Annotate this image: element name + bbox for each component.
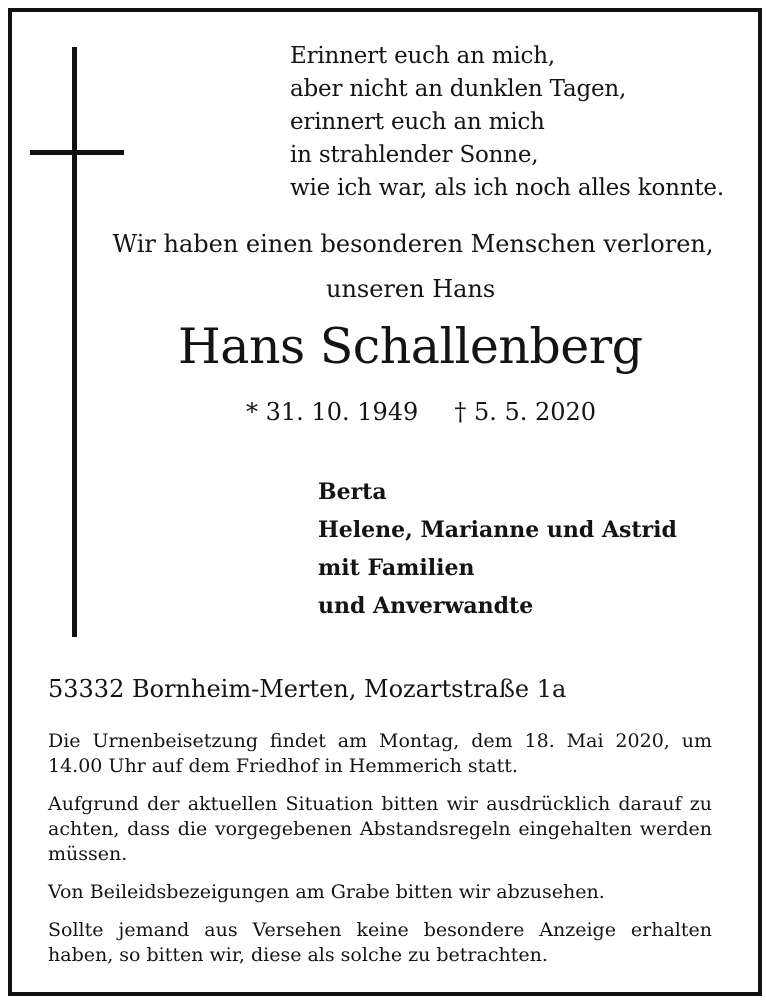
poem — [290, 40, 724, 205]
mourner-line: Helene, Marianne und Astrid — [318, 517, 677, 543]
poem-line: Erinnert euch an mich, — [290, 43, 555, 69]
birth-date: * 31. 10. 1949 — [246, 398, 419, 426]
notice-no-card: Sollte jemand aus Versehen keine besondere Anzeige erhalten haben, so bitten wir, diese als solche zu betrachten. — [48, 919, 712, 966]
death-date: † 5. 5. 2020 — [454, 398, 597, 426]
poem-line: in strahlender Sonne, — [290, 142, 539, 168]
poem-line: erinnert euch an mich — [290, 109, 545, 135]
mourner-line: mit Familien — [318, 555, 475, 581]
notice-condolences: Von Beileidsbezeigungen am Grabe bitten wir abzusehen. — [48, 881, 605, 903]
mourner-line: und Anverwandte — [318, 593, 534, 619]
life-dates — [246, 394, 596, 430]
poem-line: wie ich war, als ich noch alles konnte. — [290, 175, 724, 201]
poem-line: aber nicht an dunklen Tagen, — [290, 76, 627, 102]
intro-line-1: Wir haben einen besonderen Menschen verloren, — [112, 230, 714, 258]
notice-burial: Die Urnenbeisetzung findet am Montag, dem 18. Mai 2020, um 14.00 Uhr auf dem Friedhof in Hemmerich statt. — [48, 730, 712, 777]
mourner-line: Berta — [318, 479, 387, 505]
notice-distancing: Aufgrund der aktuellen Situation bitten wir ausdrücklich darauf zu achten, dass die vorgegebenen Abstandsregeln eingehalten werden müssen. — [48, 793, 712, 865]
deceased-name: Hans Schallenberg — [178, 318, 643, 375]
mourners-list — [318, 473, 677, 625]
address: 53332 Bornheim-Merten, Mozartstraße 1a — [48, 675, 567, 703]
cross-icon-horizontal — [30, 150, 124, 155]
cross-icon-vertical — [72, 47, 77, 637]
intro-line-2: unseren Hans — [326, 275, 496, 303]
